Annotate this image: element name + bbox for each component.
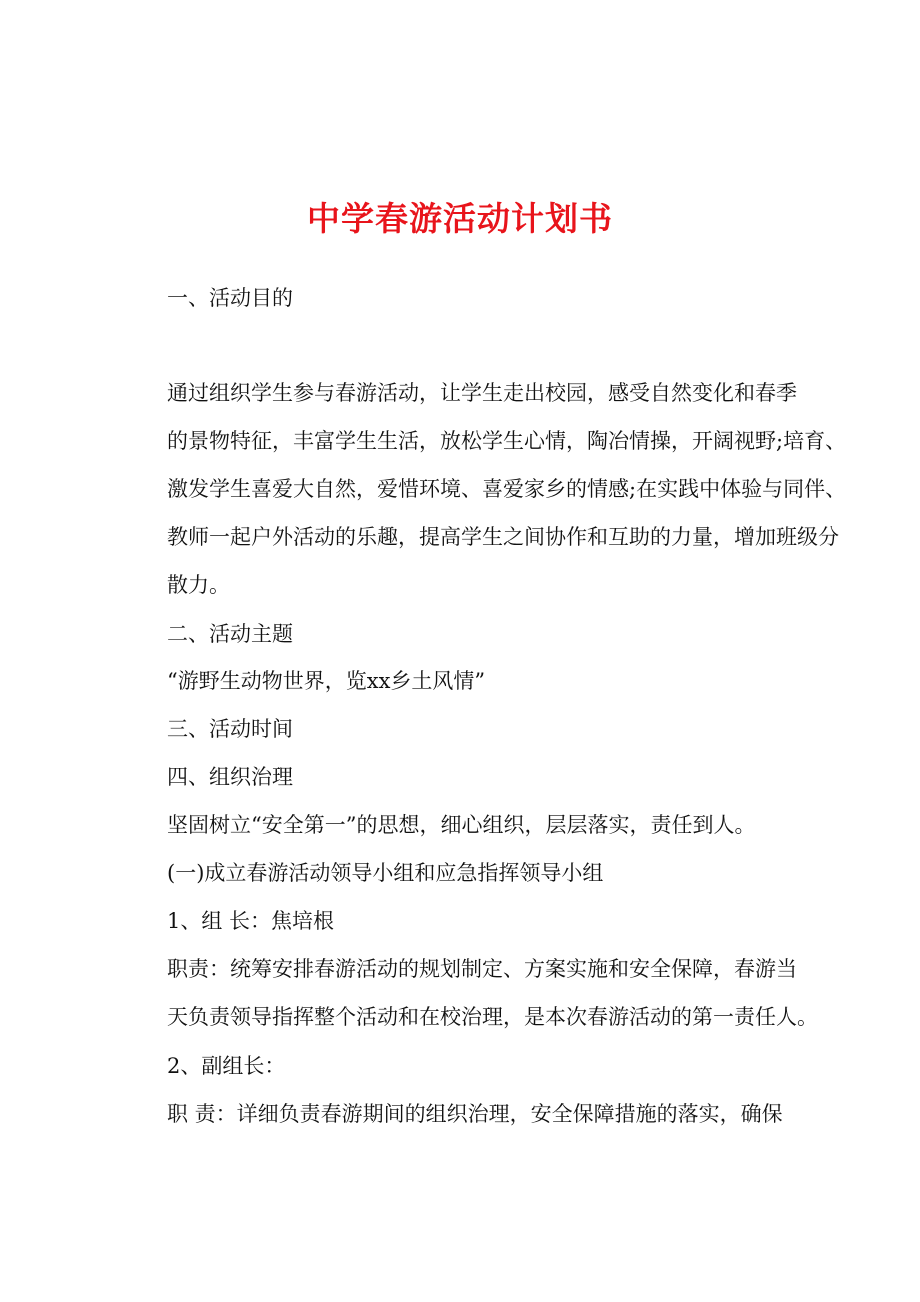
paragraph-line: 职责：统筹安排春游活动的规划制定、方案实施和安全保障，春游当 [167, 957, 797, 981]
paragraph-line: 的景物特征，丰富学生生活，放松学生心情，陶冶情操，开阔视野;培育、 [167, 429, 847, 453]
paragraph-line: 坚固树立“安全第一”的思想，细心组织，层层落实，责任到人。 [167, 813, 756, 837]
paragraph-line: “游野生动物世界，览xx乡土风情” [167, 669, 486, 693]
list-item-leader: 1、组 长：焦培根 [167, 909, 335, 933]
heading-management: 四、组织治理 [167, 765, 293, 789]
paragraph-line: 职 责：详细负责春游期间的组织治理，安全保障措施的落实，确保 [167, 1102, 783, 1126]
paragraph-line: 通过组织学生参与春游活动，让学生走出校园，感受自然变化和春季 [167, 381, 797, 405]
heading-purpose: 一、活动目的 [167, 286, 293, 310]
paragraph-line: 激发学生喜爱大自然，爱惜环境、喜爱家乡的情感;在实践中体验与同伴、 [167, 477, 847, 501]
heading-theme: 二、活动主题 [167, 622, 293, 646]
subheading-leadership-group: (一)成立春游活动领导小组和应急指挥领导小组 [167, 861, 604, 885]
paragraph-line: 散力。 [167, 573, 230, 597]
document-title: 中学春游活动计划书 [307, 199, 613, 238]
list-item-deputy-leader: 2、副组长： [167, 1054, 286, 1078]
paragraph-line: 天负责领导指挥整个活动和在校治理，是本次春游活动的第一责任人。 [167, 1005, 818, 1029]
paragraph-line: 教师一起户外活动的乐趣，提高学生之间协作和互助的力量，增加班级分 [167, 525, 839, 549]
heading-time: 三、活动时间 [167, 717, 293, 741]
